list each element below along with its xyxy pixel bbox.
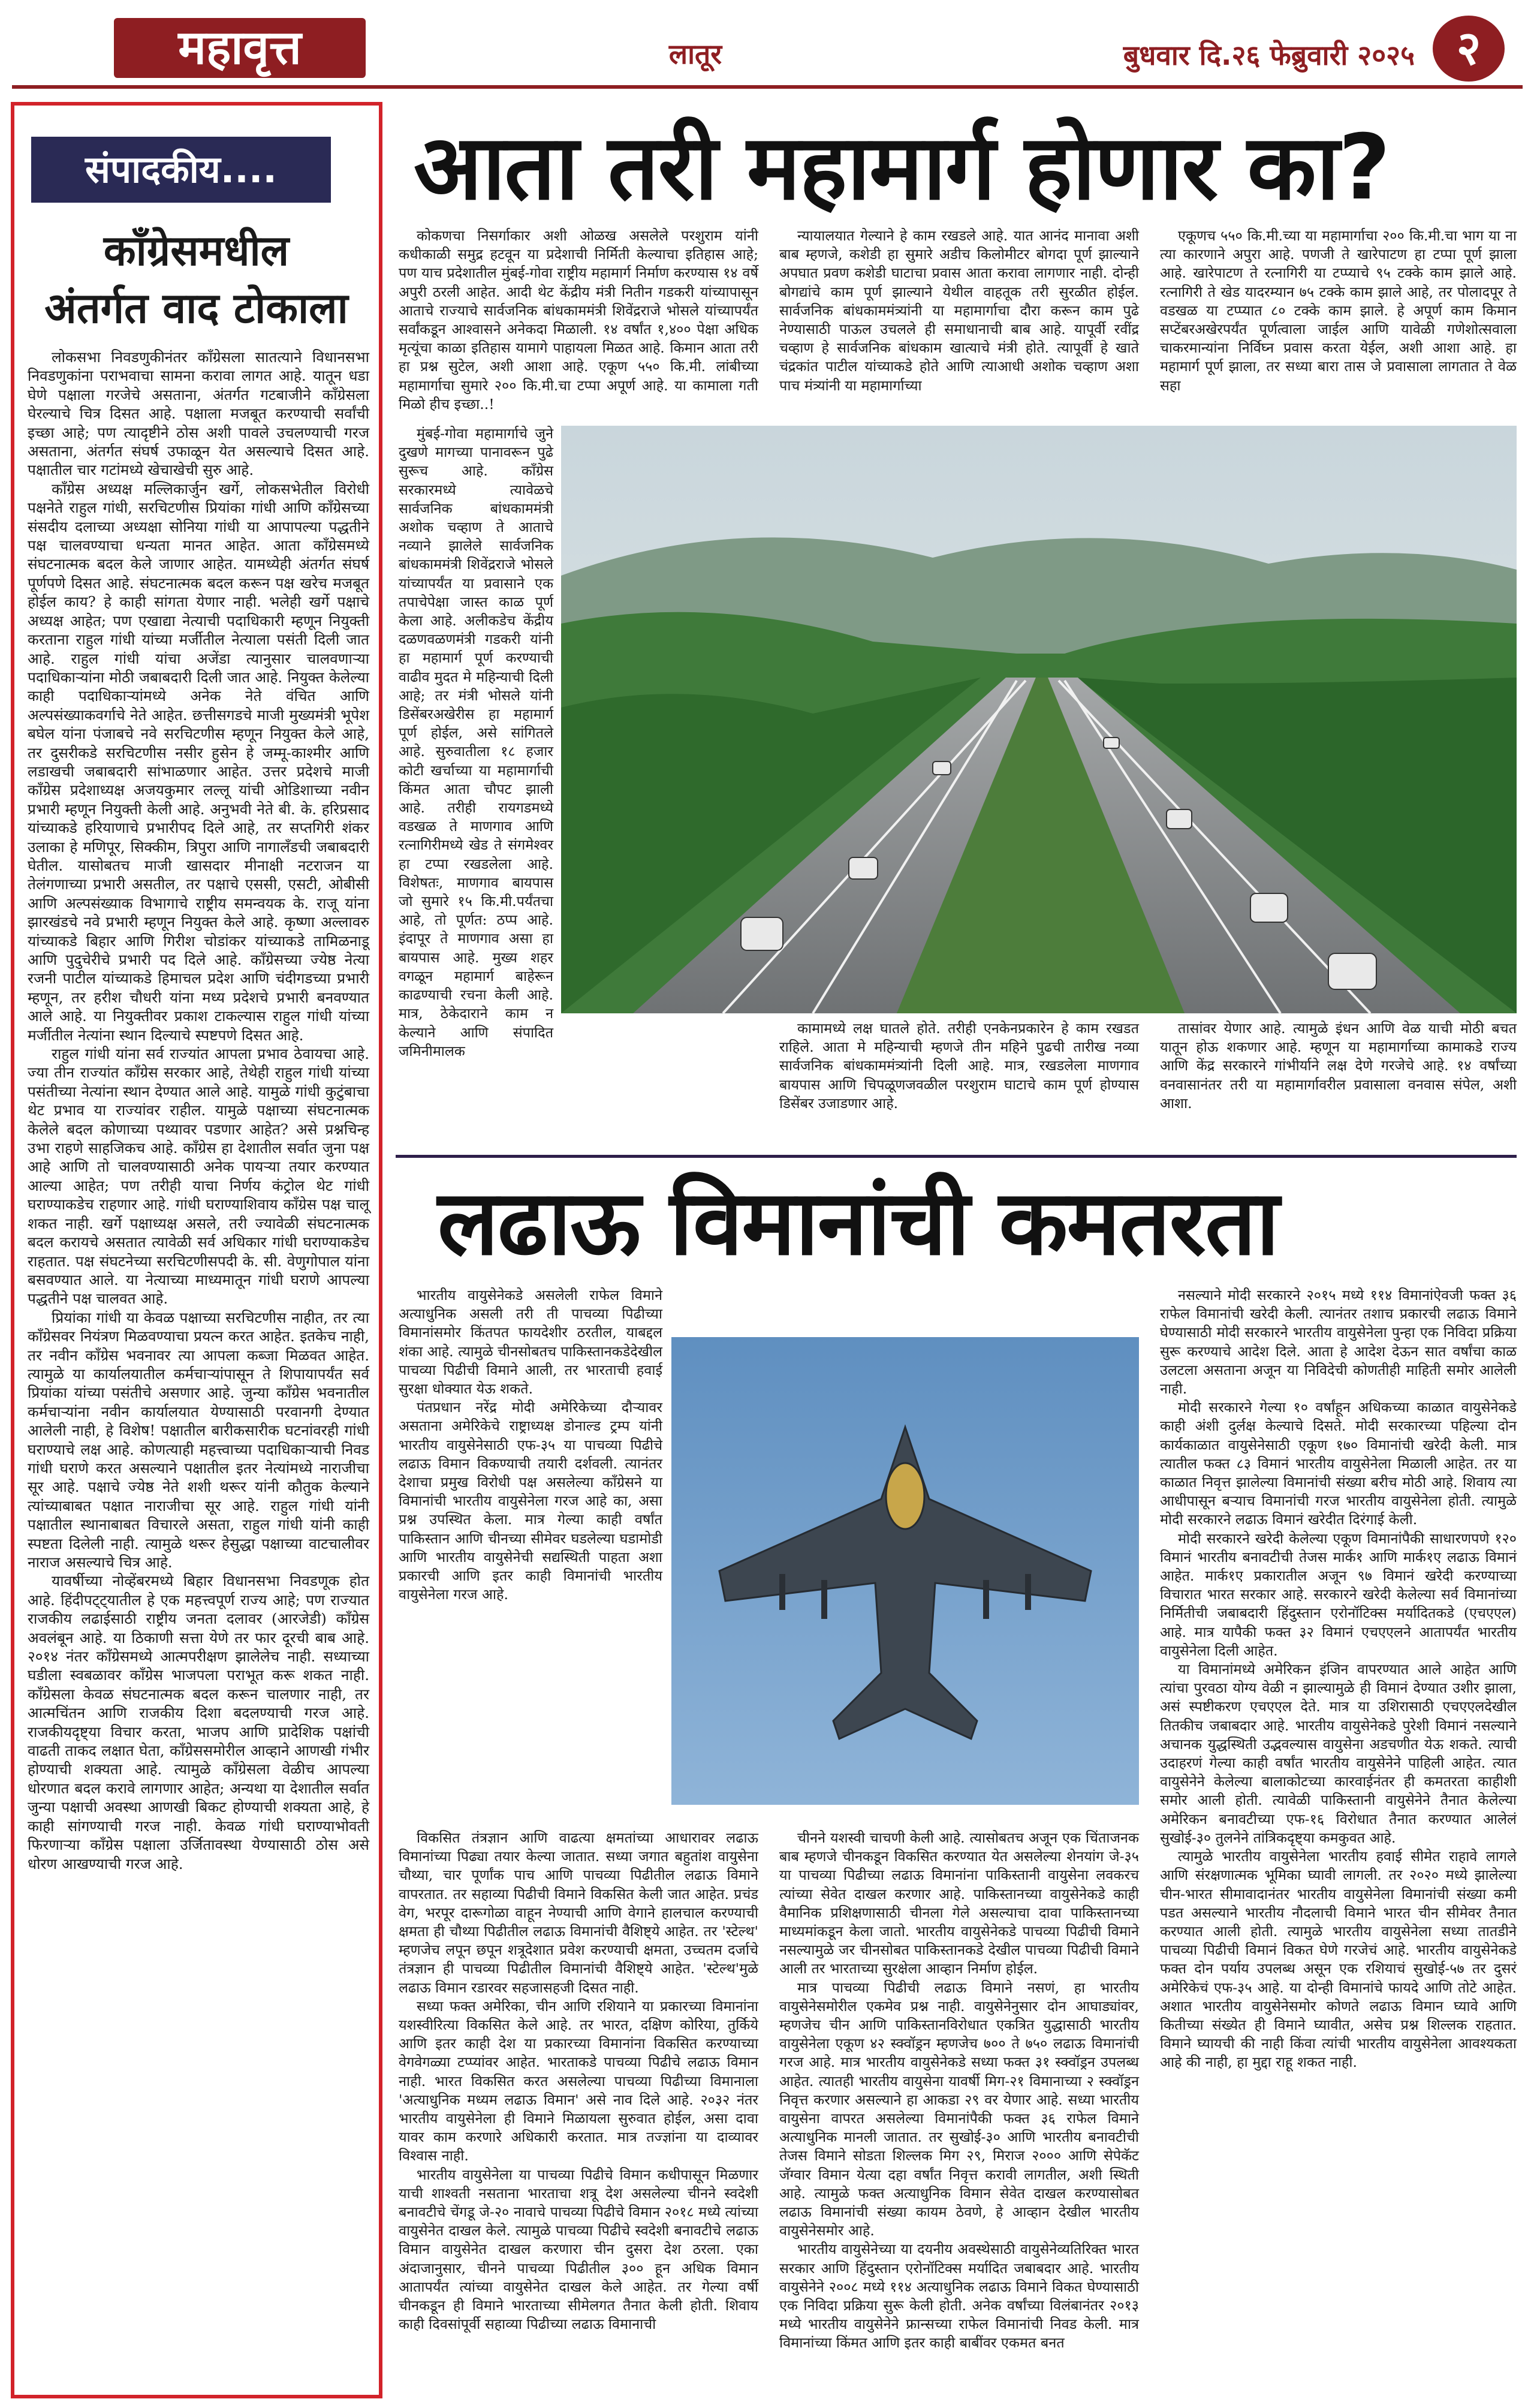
editorial-title-line1: काँग्रेसमधील: [103, 226, 290, 275]
editorial-paragraph: लोकसभा निवडणुकीनंतर काँग्रेसला सातत्याने विधानसभा निवडणुकांना पराभवाचा सामना करावा लागत आहे. यातून धडा घेणे पक्षाला गरजेचे असताना, अंतर्गत गटबाजीने काँग्रेसला घेरल्याचे चित्र दिसत आहे. पक्षाला मजबूत करण्याची सर्वांची इच्छा आहे; पण त्यादृष्टीने ठोस अशी पावले उचलण्याची गरज असताना, अंतर्गत संघर्ष उफाळून येत असल्याचे दिसत आहे. पक्षातील चार गटांमध्ये खेचाखेची सुरु आहे.: [28, 348, 369, 479]
article1-paragraph: एकूणच ५५० कि.मी.च्या या महामार्गाचा २०० कि.मी.चा भाग या ना त्या कारणाने अपुरा आहे. पणजी ते खारेपाटण हा टप्पा पूर्ण झाला आहे. खारेपाटण ते रत्नागिरी या टप्प्याचे ९५ टक्के काम झाले आहे. रत्नागिरी ते खेड यादरम्यान ७५ टक्के काम झाले आहे, तर पोलादपूर ते वडखळ या टप्प्यात ८० टक्के काम झाले. हे अपूर्ण काम किमान सप्टेंबरअखेरपर्यंत पूर्णत्वाला जाईल आणि यावेळी गणेशोत्सवाला चाकरमान्यांना निर्विघ्न प्रवास करता येईल, अशी आशा आहे. हा महामार्ग पूर्ण झाला, तर सध्या बारा तास जे प्रवासाला लागतात ते वेळ सहा: [1160, 227, 1517, 394]
editorial-tag: संपादकीय....: [31, 137, 331, 203]
article2-paragraph: भारतीय वायुसेनेला या पाचव्या पिढीचे विमान कधीपासून मिळणार याची शाश्वती नसताना भारताचा शत्रू देश असलेल्या चीनने स्वदेशी बनावटीचे चेंगडू जे-२० नावाचे पाचव्या पिढीचे विमान २०१८ मध्ये त्यांच्या वायुसेनेत दाखल केले. त्यामुळे पाचव्या पिढीचे स्वदेशी बनावटीचे लढाऊ विमान वायुसेनेत दाखल करणारा चीन दुसरा देश ठरला. एका अंदाजानुसार, चीनने पाचव्या पिढीतील ३०० हून अधिक विमान आतापर्यंत त्यांच्या वायुसेनेत दाखल केले आहेत. तर गेल्या वर्षी चीनकडून ही विमाने भारताच्या सीमेलगत तैनात केली होती. शिवाय काही दिवसांपूर्वी सहाव्या पिढीच्या लढाऊ विमानाची: [399, 2166, 758, 2333]
article1-column-3-bottom: [1160, 1019, 1517, 1145]
article2-column-2: [779, 1829, 1139, 2383]
article2-paragraph: मोदी सरकारने खरेदी केलेल्या एकूण विमानांपैकी साधारणपणे १२० विमानं भारतीय बनावटीची तेजस मार्क१ आणि मार्क१ए लढाऊ विमानं आहेत. मार्क१ए प्रकारातील अजून ९७ विमानं खरेदी करण्याच्या विचारात भारत सरकार आहे. सरकारने खरेदी केलेल्या सर्व विमानांच्या निर्मितीची जबाबदारी हिंदुस्तान एरोनॉटिक्स मर्यादितकडे (एचएएल) आहे. मात्र यापैकी फक्त ३२ विमानं एचएएलने आतापर्यंत भारतीय वायुसेनेला दिली आहेत.: [1160, 1530, 1517, 1659]
editorial-title: [30, 222, 363, 337]
article2-paragraph: पंतप्रधान नरेंद्र मोदी अमेरिकेच्या दौऱ्यावर असताना अमेरिकेचे राष्ट्राध्यक्ष डोनाल्ड ट्रम्प यांनी भारतीय वायुसेनेसाठी एफ-३५ या पाचव्या पिढीचे लढाऊ विमान विकण्याची तयारी दर्शवली. त्यानंतर देशाचा प्रमुख विरोधी पक्ष असलेल्या काँग्रेसने या विमानांची भारतीय वायुसेनेला गरज आहे का, असा प्रश्न उपस्थित केला. मात्र गेल्या काही वर्षांत पाकिस्तान आणि चीनच्या सीमेवर घडलेल्या घडामोडी आणि भारतीय वायुसेनेची सद्यस्थिती पाहता अशा प्रकारची आणि इतर काही विमानांची भारतीय वायुसेनेला गरज आहे.: [399, 1399, 662, 1603]
editorial-title-line2: अंतर्गत वाद टोकाला: [44, 284, 348, 333]
article2-headline: लढाऊ विमानांची कमतरता: [438, 1171, 1279, 1275]
article1-column-1-narrow: [399, 425, 553, 1059]
article2-column-1-bottom: [399, 1829, 758, 2383]
article2-column-1-top: [399, 1286, 662, 1820]
article2-paragraph: नसल्याने मोदी सरकारने २०१५ मध्ये ११४ विमानांऐवजी फक्त ३६ राफेल विमानांची खरेदी केली. त्यानंतर तशाच प्रकारची लढाऊ विमाने घेण्यासाठी मोदी सरकारने भारतीय वायुसेनेला पुन्हा एक निविदा प्रक्रिया सुरू करण्याचे आदेश दिले. आता हे आदेश देऊन सात वर्षांचा काळ उलटला असताना अजून या निविदेची कोणतीही माहिती समोर आलेली नाही.: [1160, 1287, 1517, 1398]
article1-column-3: [1160, 227, 1517, 425]
article1-headline: आता तरी महामार्ग होणार का?: [414, 116, 1390, 220]
fighter-jet-photo: [671, 1337, 1139, 1805]
editorial-paragraph: यावर्षीच्या नोव्हेंबरमध्ये बिहार विधानसभा निवडणूक होत आहे. हिंदीपट्ट्यातील हे एक महत्त्वपूर्ण राज्य आहे; पण राज्यात राजकीय लढाईसाठी राष्ट्रीय जनता दलावर (आरजेडी) काँग्रेस अवलंबून आहे. या ठिकाणी सत्ता येणे तर फार दूरची बाब आहे. २०१४ नंतर काँग्रेसमध्ये आत्मपरीक्षण झालेलेच नाही. सध्याच्या घडीला स्वबळावर काँग्रेस भाजपला पराभूत करू शकत नाही. काँग्रेसला केवळ संघटनात्मक बदल करून चालणार नाही, तर आत्मचिंतन आणि राजकीय दिशा बदलण्याची गरज आहे. राजकीयदृष्ट्या विचार करता, भाजप आणि प्रादेशिक पक्षांची वाढती ताकद लक्षात घेता, काँग्रेससमोरील आव्हाने आणखी गंभीर होण्याची शक्यता आहे. त्यामुळे काँग्रेसला वेळीच आपल्या धोरणात बदल करावे लागणार आहेत; अन्यथा या देशातील सर्वात जुन्या पक्षाची अवस्था आणखी बिकट होण्याची शक्यता आहे, हे काही सांगण्याची गरज नाही. केवळ गांधी घराण्याभोवती फिरणाऱ्या काँग्रेस पक्षाला उर्जितावस्था येण्यासाठी ठोस असे धोरण आखण्याची गरज आहे.: [28, 1572, 369, 1873]
article2-paragraph: चीनने यशस्वी चाचणी केली आहे. त्यासोबतच अजून एक चिंताजनक बाब म्हणजे चीनकडून विकसित करण्यात येत असलेल्या शेनयांग जे-३५ या पाचव्या पिढीच्या लढाऊ विमानांना पाकिस्तानी वायुसेना लवकरच त्यांच्या सेवेत दाखल करणार आहे. पाकिस्तानच्या वायुसेनेकडे काही वैमानिक प्रशिक्षणासाठी चीनला गेले असल्याचा दावा पाकिस्तानच्या माध्यमांकडून केला जातो. भारतीय वायुसेनेकडे पाचव्या पिढीची विमाने नसल्यामुळे जर चीनसोबत पाकिस्तानकडे देखील पाचव्या पिढीची विमाने आली तर भारताच्या सुरक्षेला आव्हान निर्माण होईल.: [779, 1829, 1139, 1977]
article2-paragraph: सध्या फक्त अमेरिका, चीन आणि रशियाने या प्रकारच्या विमानांना यशस्वीरित्या विकसित केले आहे. तर भारत, दक्षिण कोरिया, तुर्किये आणि इतर काही देश या प्रकारच्या विमानांना विकसित करण्याच्या वेगवेगळ्या टप्प्यांवर आहेत. भारताकडे पाचव्या पिढीचे लढाऊ विमान नाही. भारत विकसित करत असलेल्या पाचव्या पिढीच्या विमानाला 'अत्याधुनिक मध्यम लढाऊ विमान' असे नाव दिले आहे. २०३२ नंतर भारतीय वायुसेनेला ही विमाने मिळायला सुरुवात होईल, असा दावा यावर काम करणारे अधिकारी करतात. मात्र तज्ज्ञांना या दाव्यावर विश्वास नाही.: [399, 1997, 758, 2165]
article2-column-4: [1160, 1286, 1517, 2383]
newspaper-brand: महावृत्त: [114, 18, 366, 78]
article2-paragraph: मोदी सरकारने गेल्या १० वर्षांहून अधिकच्या काळात वायुसेनेकडे काही अंशी दुर्लक्ष केल्याचे दिसते. मोदी सरकारच्या पहिल्या दोन कार्यकाळात वायुसेनेसाठी एकूण १७० विमानांची खरेदी केली. मात्र त्यातील फक्त ८३ विमानं भारतीय वायुसेनेला मिळाली आहेत. तर या काळात निवृत्त झालेल्या विमानांची संख्या बरीच मोठी आहे. शिवाय त्या आधीपासून बऱ्याच विमानांची गरज भारतीय वायुसेनेला होती. त्यामुळे मोदी सरकारने लढाऊ विमानं खरेदीत दिरंगाई केली.: [1160, 1399, 1517, 1528]
highway-photo: [561, 426, 1517, 1013]
article2-paragraph: विकसित तंत्रज्ञान आणि वाढत्या क्षमतांच्या आधारावर लढाऊ विमानांच्या पिढ्या तयार केल्या जातात. सध्या जगात बहुतांश वायुसेना चौथ्या, चार पूर्णांक पाच आणि पाचव्या पिढीतील लढाऊ विमाने वापरतात. तर सहाव्या पिढीची विमाने विकसित केली जात आहेत. प्रचंड वेग, भरपूर दारूगोळा वाहून नेण्याची आणि वेगाने हालचाल करण्याची क्षमता ही चौथ्या पिढीतील लढाऊ विमानांची वैशिष्ट्ये आहेत. तर 'स्टेल्थ' म्हणजेच लपून छपून शत्रूदेशात प्रवेश करण्याची क्षमता, उच्चतम दर्जाचे तंत्रज्ञान ही पाचव्या पिढीतील विमानांची वैशिष्ट्ये आहेत. 'स्टेल्थ'मुळे लढाऊ विमान रडारवर सहजासहजी दिसत नाही.: [399, 1829, 758, 1996]
masthead-rule: [12, 85, 1523, 89]
article1-paragraph: मुंबई-गोवा महामार्गाचे जुने दुखणे मागच्या पानावरून पुढे सुरूच आहे. काँग्रेस सरकारमध्ये त्यावेळचे सार्वजनिक बांधकाममंत्री अशोक चव्हाण ते आताचे नव्याने झालेले सार्वजनिक बांधकाममंत्री शिवेंद्रराजे भोसले यांच्यापर्यंत या प्रवासाने एक तपाचेपेक्षा जास्त काळ पूर्ण केला आहे. अलीकडेच केंद्रीय दळणवळणमंत्री गडकरी यांनी हा महामार्ग पूर्ण करण्याची वाढीव मुदत मे महिन्याची दिली आहे; तर मंत्री भोसले यांनी डिसेंबरअखेरीस हा महामार्ग पूर्ण होईल, असे सांगितले आहे. सुरुवातीला १८ हजार कोटी खर्चाच्या या महामार्गाची किंमत आता चौपट झाली आहे. तरीही रायगडमध्ये वडखळ ते माणगाव आणि रत्नागिरीमध्ये खेड ते संगमेश्वर हा टप्पा रखडलेला आहे. विशेषतः, माणगाव बायपास जो सुमारे १५ कि.मी.पर्यंतचा आहे, तो पूर्णत: ठप्प आहे. इंदापूर ते माणगाव असा हा बायपास आहे. मुख्य शहर वगळून महामार्ग बाहेरून काढण्याची रचना केली आहे. मात्र, ठेकेदाराने काम न केल्याने आणि संपादित जमिनीमालक: [399, 425, 553, 1059]
article1-paragraph: न्यायालयात गेल्याने हे काम रखडले आहे. यात आनंद मानावा अशी बाब म्हणजे, कशेडी हा सुमारे अडीच किलोमीटर बोगदा पूर्ण झाल्याने अपघात प्रवण कशेडी घाटाचा प्रवास आता करावा लागणार नाही. दोन्ही बोगद्यांचे काम पूर्ण झाल्याने येथील वाहतूक तरी सुरळीत होईल. सार्वजनिक बांधकाममंत्र्यांनी या महामार्गाचा दौरा करून काम पुढे नेण्यासाठी पाऊल उचलले ही समाधानाची बाब आहे. यापूर्वी रवींद्र चव्हाण हे सार्वजनिक बांधकाम खात्याचे मंत्री होते. त्यापूर्वी हे खाते चंद्रकांत पाटील यांच्याकडे होते आणि त्याआधी अशोक चव्हाण अशा पाच मंत्र्यांनी या महामार्गाच्या: [779, 227, 1139, 394]
article2-paragraph: या विमानांमध्ये अमेरिकन इंजिन वापरण्यात आले आहेत आणि त्यांचा पुरवठा योग्य वेळी न झाल्यामुळे ही विमानं देण्यात उशीर झाला, असं स्पष्टीकरण एचएएल देते. मात्र या उशिरासाठी एचएएलदेखील तितकीच जबाबदार आहे. भारतीय वायुसेनेकडे पुरेशी विमानं नसल्याने अचानक युद्धस्थिती उद्भवल्यास वायुसेना अडचणीत येऊ शकते. त्याची उदाहरणं गेल्या काही वर्षांत भारतीय वायुसेनेने पाहिली आहेत. त्यात वायुसेनेने केलेल्या बालाकोटच्या कारवाईनंतर ही कमतरता काहीशी समोर आली होती. त्यावेळी पाकिस्तानी वायुसेनेने तैनात केलेल्या अमेरिकन बनावटीच्या एफ-१६ विरोधात तैनात करण्यात आलेलं सुखोई-३० तुलनेने तांत्रिकदृष्ट्या कमकुवत आहे.: [1160, 1661, 1517, 1846]
editorial-body: [28, 348, 369, 2386]
article2-paragraph: भारतीय वायुसेनेकडे असलेली राफेल विमाने अत्याधुनिक असली तरी ती पाचव्या पिढीच्या विमानांसमोर किंतपत फायदेशीर ठरतील, याबद्दल शंका आहे. त्यामुळे चीनसोबतच पाकिस्तानकडेदेखील पाचव्या पिढीची विमाने आली, तर भारताची हवाई सुरक्षा धोक्यात येऊ शकते.: [399, 1287, 662, 1398]
page-number: २: [1433, 16, 1505, 82]
editorial-paragraph: काँग्रेस अध्यक्ष मल्लिकार्जुन खर्गे, लोकसभेतील विरोधी पक्षनेते राहुल गांधी, सरचिटणीस प्रियांका गांधी आणि काँग्रेसच्या संसदीय दलाच्या अध्यक्षा सोनिया गांधी या आपापल्या पद्धतीने पक्ष चालवण्याचा धन्यता मानत आहेत. आता काँग्रेसमध्ये संघटनात्मक बदल केले जाणार आहेत. यामध्येही अंतर्गत संघर्ष पूर्णपणे दिसत आहे. संघटनात्मक बदल करून पक्ष खरेच मजबूत होईल काय? हे काही सांगता येणार नाही. भलेही खर्गे पक्षाचे अध्यक्ष आहेत; पण एखाद्या नेत्याची पदाधिकारी म्हणून नियुक्ती करताना राहुल गांधी यांच्या मर्जीतील नेत्याला पसंती दिली जात आहे. राहुल गांधी यांचा अजेंडा त्यानुसार चालवणाऱ्या पदाधिकाऱ्यांना मोठी जबाबदारी दिली जात आहे. नियुक्त केलेल्या काही पदाधिकाऱ्यांमध्ये अनेक नेते वंचित आणि अल्पसंख्याकवर्गाचे नेते आहेत. छत्तीसगडचे माजी मुख्यमंत्री भूपेश बघेल यांना पंजाबचे नवे सरचिटणीस म्हणून नियुक्त केले आहे, तर दुसरीकडे सरचिटणीस नसीर हुसेन हे जम्मू-काश्मीर आणि लडाखची जबाबदारी सांभाळणार आहेत. उत्तर प्रदेशचे माजी काँग्रेस प्रदेशाध्यक्ष अजयकुमार लल्लू यांची ओडिशाच्या नवीन प्रभारी म्हणून नियुक्ती केली आहे. अनुभवी नेते बी. के. हरिप्रसाद यांच्याकडे हरियाणाचे प्रभारीपद दिले आहे, तर सप्तगिरी शंकर उलाका हे मणिपूर, सिक्कीम, त्रिपुरा आणि नागालँडची जबाबदारी घेतील. यासोबतच माजी खासदार मीनाक्षी नटराजन या तेलंगणाच्या प्रभारी असतील, तर पक्षाचे एससी, एसटी, ओबीसी आणि अल्पसंख्याक विभागाचे राष्ट्रीय समन्वयक के. राजू यांना झारखंडचे नवे प्रभारी म्हणून नियुक्त केले आहे. कृष्णा अल्लावरु यांच्याकडे बिहार आणि गिरीश चोडांकर यांच्याकडे तामिळनाडू आणि पुदुचेरीचे प्रभारी पद दिले आहे. काँग्रेसच्या ज्येष्ठ नेत्या रजनी पाटील यांच्याकडे हिमाचल प्रदेश आणि चंदीगडच्या प्रभारी म्हणून, तर हरीश चौधरी यांना मध्य प्रदेशचे प्रभारी बनवण्यात आले आहे. या नियुक्तीवर प्रकाश टाकल्यास राहुल गांधी यांच्या मर्जीतील नेत्यांना स्थान दिल्याचे स्पष्टपणे दिसत आहे.: [28, 480, 369, 1044]
issue-date: बुधवार दि.२६ फेब्रुवारी २०२५: [1123, 39, 1415, 71]
article1-column-1-bottom: [399, 1019, 758, 1145]
article2-paragraph: मात्र पाचव्या पिढीची लढाऊ विमाने नसणं, हा भारतीय वायुसेनेसमोरील एकमेव प्रश्न नाही. वायुसेनेनुसार दोन आघाड्यांवर, म्हणजेच चीन आणि पाकिस्तानविरोधात एकत्रित युद्धासाठी भारतीय वायुसेनेला एकूण ४२ स्क्वॉड्रन म्हणजेच ७०० ते ७५० लढाऊ विमानांची गरज आहे. मात्र भारतीय वायुसेनेकडे सध्या फक्त ३१ स्क्वॉड्रन उपलब्ध आहेत. त्यातही भारतीय वायुसेना यावर्षी मिग-२१ विमानाच्या २ स्क्वॉड्रन निवृत्त करणार असल्याने हा आकडा २९ वर येणार आहे. सध्या भारतीय वायुसेना वापरत असलेल्या विमानांपैकी फक्त ३६ राफेल विमाने अत्याधुनिक मानली जातात. तर सुखोई-३० आणि भारतीय बनावटीची तेजस विमाने सोडता शिल्लक मिग २९, मिराज २००० आणि सेपेकॅट जॅग्वार विमान येत्या दहा वर्षांत निवृत्त करावी लागतील, अशी स्थिती आहे. त्यामुळे फक्त अत्याधुनिक विमान सेवेत दाखल करण्यासोबत लढाऊ विमानांची संख्या कायम ठेवणे, हे आव्हान देखील भारतीय वायुसेनेसमोर आहे.: [779, 1979, 1139, 2240]
editorial-paragraph: प्रियांका गांधी या केवळ पक्षाच्या सरचिटणीस नाहीत, तर त्या काँग्रेसवर नियंत्रण मिळवण्याचा प्रयत्न करत आहेत. इतकेच नाही, तर नवीन काँग्रेस भवनावर त्या आपला कब्जा मिळवत आहेत. त्यामुळे या कार्यालयातील कर्मचाऱ्यांपासून ते शिपायापर्यंत सर्व प्रियांका यांच्या पसंतीचे असणार आहे. जुन्या काँग्रेस भवनातील कर्मचाऱ्यांना नवीन कार्यालयात येण्यासाठी परवानगी देण्यात आलेली नाही, हे विशेष! पक्षातील बारीकसारीक घटनांवरही गांधी घराण्याचे लक्ष आहे. कोणत्याही महत्त्वाच्या पदाधिकाऱ्याची निवड गांधी घराणे करत असल्याने पक्षातील इतर नेत्यांमध्ये नाराजीचा सूर आहे. पक्षाचे ज्येष्ठ नेते शशी थरूर यांनी कौतुक केल्याने त्यांच्याबाबत पक्षात नाराजीचा सूर आहे. राहुल गांधी यांनी पक्षातील स्थानाबाबत विचारले असता, राहुल गांधी यांनी काही स्पष्टता दिलेली नाही. त्यामुळे थरूर हेसुद्धा पक्षाच्या वाटचालीवर नाराज असल्याचे चित्र आहे.: [28, 1308, 369, 1571]
article1-column-2-bottom: [779, 1019, 1139, 1145]
article1-column-2: [779, 227, 1139, 425]
article2-paragraph: त्यामुळे भारतीय वायुसेनेला भारतीय हवाई सीमेत राहावे लागले आणि संरक्षणात्मक भूमिका घ्यावी लागली. तर २०२० मध्ये झालेल्या चीन-भारत सीमावादानंतर भारतीय वायुसेनेला विमानांची संख्या कमी पडत असल्याने भारतीय नौदलाची विमाने भारत चीन सीमेवर तैनात करण्यात आली होती. त्यामुळे भारतीय वायुसेनेला सध्या तातडीने पाचव्या पिढीची विमानं विकत घेणे गरजेचं आहे. भारतीय वायुसेनेकडे फक्त दोन पर्याय उपलब्ध असून एक रशियाचं सुखोई-५७ तर दुसरं अमेरिकेचं एफ-३५ आहे. या दोन्ही विमानांचे फायदे आणि तोटे आहेत. अशात भारतीय वायुसेनेसमोर कोणते लढाऊ विमान घ्यावे आणि कितीच्या संख्येत ही विमाने घ्यावीत, असेच प्रश्न शिल्लक राहतात. विमाने घ्यायची की नाही किंवा त्यांची भारतीय वायुसेनेला आवश्यकता आहे की नाही, हा मुद्दा राहू शकत नाही.: [1160, 1848, 1517, 2071]
article1-paragraph: कोकणचा निसर्गाकार अशी ओळख असलेले परशुराम यांनी कधीकाळी समुद्र हटवून या प्रदेशाची निर्मिती केल्याचा इतिहास आहे; पण याच प्रदेशातील मुंबई-गोवा राष्ट्रीय महामार्ग निर्माण करण्यास १४ वर्षे अपुरी ठरली आहेत. आदी थेट केंद्रीय मंत्री नितीन गडकरी यांच्यापासून आताचे राज्याचे सार्वजनिक बांधकाममंत्री शिवेंद्रराजे भोसले यांच्यापर्यंत सर्वांकडून आश्वासने अनेकदा मिळाली. १४ वर्षांत १,४०० पेक्षा अधिक मृत्यूंचा काळा इतिहास यामागे पाहायला मिळत आहे. किमान आता तरी हा प्रश्न सुटेल, अशी आशा आहे. एकूण ५५० कि.मी. लांबीच्या महामार्गाचा सुमारे २०० कि.मी.चा टप्पा अपूर्ण आहे. या कामाला गती मिळो हीच इच्छा..!: [399, 227, 758, 413]
article1-paragraph: कामामध्ये लक्ष घातले होते. तरीही एनकेनप्रकारेन हे काम रखडत राहिले. आता मे महिन्याची म्हणजे तीन महिने पुढची तारीख नव्या सार्वजनिक बांधकाममंत्र्यांनी दिली आहे. मात्र, रखडलेला माणगाव बायपास आणि चिपळूणजवळील परशुराम घाटाचे काम पूर्ण होण्यास डिसेंबर उजाडणार आहे.: [779, 1020, 1139, 1112]
article2-paragraph: भारतीय वायुसेनेच्या या दयनीय अवस्थेसाठी वायुसेनेव्यतिरिक्त भारत सरकार आणि हिंदुस्तान एरोनॉटिक्स मर्यादित जबाबदार आहे. भारतीय वायुसेनेने २००८ मध्ये ११४ अत्याधुनिक लढाऊ विमाने विकत घेण्यासाठी एक निविदा प्रक्रिया सुरू केली होती. अनेक वर्षांच्या विलंबानंतर २०१३ मध्ये भारतीय वायुसेनेने फ्रान्सच्या राफेल विमानांची निवड केली. मात्र विमानांच्या किंमत आणि इतर काही बाबींवर एकमत बनत: [779, 2241, 1139, 2352]
section-divider: [396, 1155, 1517, 1158]
edition-city: लातूर: [668, 38, 722, 70]
masthead: [0, 0, 1534, 90]
article1-paragraph: तासांवर येणार आहे. त्यामुळे इंधन आणि वेळ याची मोठी बचत यातून होऊ शकणार आहे. म्हणून या महामार्गाच्या कामाकडे राज्य आणि केंद्र सरकारने गांभीर्याने लक्ष देणे गरजेचे आहे. १४ वर्षांच्या वनवासानंतर तरी या महामार्गावरील प्रवासाला वनवास संपेल, अशी आशा.: [1160, 1020, 1517, 1112]
editorial-paragraph: राहुल गांधी यांना सर्व राज्यांत आपला प्रभाव ठेवायचा आहे. ज्या तीन राज्यांत काँग्रेस सरकार आहे, तेथेही राहुल गांधी यांच्या पसंतीच्या नेत्यांना स्थान देण्यात आले आहे. यामुळे गांधी कुटुंबाचा थेट प्रभाव या राज्यांवर राहील. यामुळे पक्षाच्या संघटनात्मक केलेले बदल कोणाच्या पथ्यावर पडणार आहेत? असे प्रश्नचिन्ह उभा राहणे साहजिकच आहे. काँग्रेस हा देशातील सर्वात जुना पक्ष आहे आणि तो चालवण्यासाठी अनेक पायऱ्या तयार करण्यात आल्या आहेत; पण तरीही याचा निर्णय कंट्रोल थेट गांधी घराण्याकडेच राहणार आहे. गांधी घराण्याशिवाय काँग्रेस पक्ष चालू शकत नाही. खर्गे पक्षाध्यक्ष असले, तरी ज्यावेळी संघटनात्मक बदल करायचे असतात त्यावेळी सर्व अधिकार गांधी घराण्याकडेच राहतात. पक्ष संघटनेच्या सरचिटणीसपदी के. सी. वेणुगोपाल यांना बसवण्यात आले. या नेत्याच्या माध्यमातून गांधी घराणे आपल्या पद्धतीने पक्ष चालवत आहे.: [28, 1045, 369, 1308]
